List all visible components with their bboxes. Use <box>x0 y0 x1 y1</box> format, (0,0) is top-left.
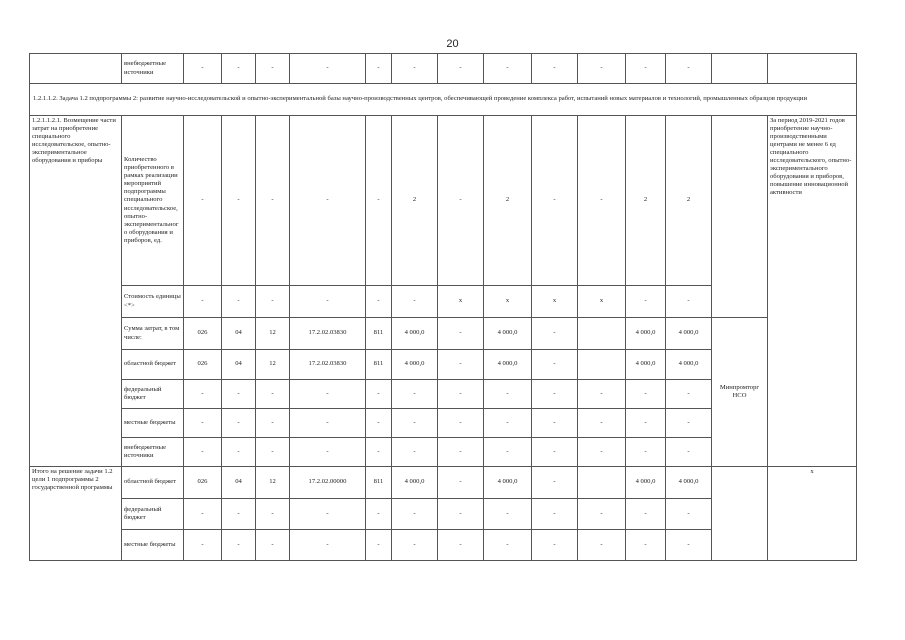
row-label: Сумма затрат, в том числе: <box>122 318 184 350</box>
expected-result: За период 2019-2021 годов приобретение научно-производственными центрами не менее 6 ед специального исследовательского, опытно-экспериментального оборудования и приборов, повышение инновационной активности <box>768 116 857 467</box>
value-cell: - <box>184 530 222 561</box>
row-label: областной бюджет <box>122 350 184 380</box>
value-cell: - <box>256 286 290 318</box>
row-label: Количество приобретенного в рамках реализации мероприятий подпрограммы специального исследовательское, опытно-экспериментального оборудования и приборов, ед. <box>122 116 184 286</box>
value-cell: - <box>484 54 532 84</box>
value-cell: 811 <box>366 318 392 350</box>
value-cell: x <box>578 286 626 318</box>
value-cell: - <box>222 409 256 438</box>
value-cell: - <box>532 54 578 84</box>
value-cell: - <box>578 438 626 467</box>
value-cell: - <box>366 54 392 84</box>
value-cell: - <box>578 116 626 286</box>
value-cell: - <box>666 530 712 561</box>
blank-cell <box>712 467 768 561</box>
task-header: 1.2.1.1.2. Задача 1.2 подпрограммы 2: развитие научно-исследовательской и опытно-экспериментальной базы научно-производственных центров, обеспечивающей проведение комплекса работ, испытаний новых материалов и технологий, промышленных образцов продукции <box>30 84 857 116</box>
value-cell: - <box>532 530 578 561</box>
value-cell: - <box>392 409 438 438</box>
value-cell <box>578 467 626 499</box>
value-cell: - <box>222 116 256 286</box>
table-row <box>30 84 857 116</box>
value-cell: - <box>392 438 438 467</box>
table-row <box>30 467 857 499</box>
value-cell: 4 000,0 <box>392 467 438 499</box>
value-cell: 4 000,0 <box>666 318 712 350</box>
value-cell: - <box>256 438 290 467</box>
value-cell <box>578 350 626 380</box>
value-cell: - <box>392 286 438 318</box>
value-cell: 4 000,0 <box>626 467 666 499</box>
value-cell: 17.2.02.03830 <box>290 350 366 380</box>
value-cell: 4 000,0 <box>666 467 712 499</box>
blank-cell <box>712 116 768 318</box>
value-cell: - <box>184 499 222 530</box>
value-cell: - <box>366 530 392 561</box>
value-cell: - <box>532 409 578 438</box>
value-cell: - <box>484 438 532 467</box>
value-cell: 12 <box>256 467 290 499</box>
executor-cell: Минпромторг НСО <box>712 318 768 467</box>
value-cell: - <box>290 286 366 318</box>
value-cell: - <box>256 54 290 84</box>
value-cell: 2 <box>484 116 532 286</box>
row-label: местные бюджеты <box>122 530 184 561</box>
value-cell: - <box>578 380 626 409</box>
row-label: федеральный бюджет <box>122 380 184 409</box>
value-cell: - <box>366 286 392 318</box>
value-cell: - <box>484 499 532 530</box>
value-cell: 026 <box>184 350 222 380</box>
value-cell: - <box>184 409 222 438</box>
value-cell: - <box>256 380 290 409</box>
total-result: x <box>768 467 857 561</box>
value-cell: - <box>438 499 484 530</box>
value-cell: - <box>222 499 256 530</box>
value-cell: - <box>290 530 366 561</box>
value-cell: 4 000,0 <box>484 318 532 350</box>
row-label: внебюджетные источники <box>122 438 184 467</box>
value-cell: - <box>578 54 626 84</box>
value-cell: - <box>438 54 484 84</box>
value-cell: - <box>222 54 256 84</box>
value-cell: 2 <box>392 116 438 286</box>
value-cell: - <box>666 499 712 530</box>
value-cell: 17.2.02.03830 <box>290 318 366 350</box>
value-cell: - <box>532 499 578 530</box>
blank-cell <box>712 54 768 84</box>
value-cell <box>578 318 626 350</box>
value-cell: - <box>184 116 222 286</box>
value-cell: - <box>578 530 626 561</box>
value-cell: - <box>366 438 392 467</box>
value-cell: - <box>392 530 438 561</box>
row-label: местные бюджеты <box>122 409 184 438</box>
value-cell: - <box>366 499 392 530</box>
value-cell: - <box>666 380 712 409</box>
value-cell: - <box>438 318 484 350</box>
value-cell: - <box>438 530 484 561</box>
value-cell: - <box>532 318 578 350</box>
value-cell: - <box>184 380 222 409</box>
value-cell: - <box>366 380 392 409</box>
value-cell: 811 <box>366 350 392 380</box>
program-table <box>29 53 857 561</box>
table-body <box>30 54 857 561</box>
value-cell: - <box>290 380 366 409</box>
value-cell: 12 <box>256 350 290 380</box>
value-cell: - <box>484 409 532 438</box>
value-cell: - <box>666 438 712 467</box>
value-cell: - <box>184 438 222 467</box>
value-cell: - <box>438 438 484 467</box>
value-cell: - <box>666 54 712 84</box>
value-cell: - <box>484 530 532 561</box>
value-cell: 4 000,0 <box>392 318 438 350</box>
table-row <box>30 116 857 286</box>
value-cell: - <box>290 54 366 84</box>
value-cell: - <box>290 499 366 530</box>
value-cell: x <box>484 286 532 318</box>
value-cell: - <box>578 499 626 530</box>
value-cell: 4 000,0 <box>626 318 666 350</box>
value-cell: 811 <box>366 467 392 499</box>
measure-code: 1.2.1.1.2.1. Возмещение части затрат на приобретение специального исследовательское, опытно-экспериментальное оборудования и приборы <box>30 116 122 467</box>
value-cell: - <box>532 438 578 467</box>
value-cell: - <box>626 409 666 438</box>
value-cell: 04 <box>222 318 256 350</box>
value-cell: 4 000,0 <box>484 350 532 380</box>
row-label: федеральный бюджет <box>122 499 184 530</box>
total-label: Итого на решение задачи 1.2 цели 1 подпрограммы 2 государственной программы <box>30 467 122 561</box>
value-cell: - <box>256 530 290 561</box>
value-cell: - <box>222 438 256 467</box>
value-cell: - <box>256 116 290 286</box>
value-cell: - <box>626 499 666 530</box>
value-cell: - <box>626 380 666 409</box>
row-label: Стоимость единицы <*> <box>122 286 184 318</box>
value-cell: - <box>666 409 712 438</box>
value-cell: - <box>256 409 290 438</box>
value-cell: - <box>222 530 256 561</box>
page-number: 20 <box>446 38 459 50</box>
value-cell: - <box>578 409 626 438</box>
value-cell: - <box>290 116 366 286</box>
value-cell: - <box>626 530 666 561</box>
value-cell: - <box>392 54 438 84</box>
value-cell: 4 000,0 <box>666 350 712 380</box>
value-cell: 12 <box>256 318 290 350</box>
value-cell: 4 000,0 <box>484 467 532 499</box>
table-row <box>30 318 857 350</box>
value-cell: - <box>532 380 578 409</box>
blank-cell <box>768 54 857 84</box>
value-cell: 4 000,0 <box>626 350 666 380</box>
row-label: областной бюджет <box>122 467 184 499</box>
value-cell: - <box>222 380 256 409</box>
value-cell: 04 <box>222 350 256 380</box>
value-cell: - <box>438 116 484 286</box>
value-cell: 04 <box>222 467 256 499</box>
value-cell: - <box>438 380 484 409</box>
value-cell: - <box>666 286 712 318</box>
value-cell: 17.2.02.00000 <box>290 467 366 499</box>
value-cell: - <box>626 438 666 467</box>
value-cell: 026 <box>184 318 222 350</box>
value-cell: - <box>290 438 366 467</box>
value-cell: - <box>256 499 290 530</box>
value-cell: - <box>184 54 222 84</box>
value-cell: - <box>222 286 256 318</box>
value-cell: x <box>532 286 578 318</box>
value-cell: - <box>392 380 438 409</box>
value-cell: - <box>290 409 366 438</box>
value-cell: x <box>438 286 484 318</box>
value-cell: - <box>392 499 438 530</box>
value-cell: - <box>532 350 578 380</box>
row-label: внебюджетные источники <box>122 54 184 84</box>
value-cell: - <box>438 467 484 499</box>
value-cell: - <box>366 409 392 438</box>
value-cell: 026 <box>184 467 222 499</box>
value-cell: - <box>532 467 578 499</box>
table-row <box>30 54 857 84</box>
blank-cell <box>30 54 122 84</box>
value-cell: - <box>626 54 666 84</box>
value-cell: - <box>484 380 532 409</box>
value-cell: - <box>626 286 666 318</box>
value-cell: - <box>184 286 222 318</box>
value-cell: - <box>532 116 578 286</box>
value-cell: 4 000,0 <box>392 350 438 380</box>
value-cell: - <box>438 350 484 380</box>
value-cell: - <box>438 409 484 438</box>
value-cell: 2 <box>626 116 666 286</box>
value-cell: 2 <box>666 116 712 286</box>
value-cell: - <box>366 116 392 286</box>
